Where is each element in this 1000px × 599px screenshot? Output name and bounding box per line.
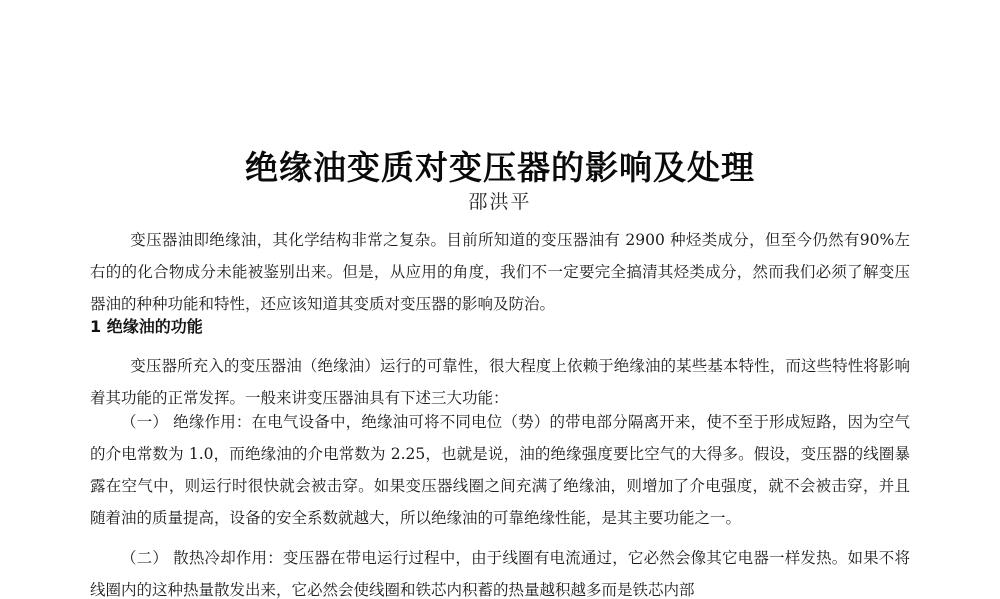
paragraph-intro: 变压器油即绝缘油，其化学结构非常之复杂。目前所知道的变压器油有 2900 种烃类成分，但至今仍然有90%左右的的化合物成分未能被鉴别出来。但是，从应用的角度，我们不一定要完全搞清其烃类成分，然而我们必须了解变压器油的种种功能和特性，还应该知道其变质对变压器的影响及防治。 [90, 231, 910, 313]
paragraph-cooling: （二） 散热冷却作用：变压器在带电运行过程中，由于线圈有电流通过，它必然会像其它电器一样发热。如果不将线圈内的这种热量散发出来，它必然会使线圈和铁芯内积蓄的热量越积越多而是铁芯内部 [90, 549, 910, 599]
article-title: 绝缘油变质对变压器的影响及处理 [245, 148, 755, 187]
section-heading: 1 绝缘油的功能 [90, 317, 203, 336]
paragraph-functions-intro: 变压器所充入的变压器油（绝缘油）运行的可靠性，很大程度上依赖于绝缘油的某些基本特性，而这些特性将影响着其功能的正常发挥。一般来讲变压器油具有下述三大功能： [90, 357, 910, 407]
article-author: 邵洪平 [468, 191, 532, 213]
paragraph-insulation: （一） 绝缘作用：在电气设备中，绝缘油可将不同电位（势）的带电部分隔离开来，使不至于形成短路，因为空气的介电常数为 1.0，而绝缘油的介电常数为 2.25，也就是说，油的绝缘强度要比空气的大得多。假设，变压器的线圈暴露在空气中，则运行时很快就会被击穿。如果变压器线圈之间充满了绝缘油，则增加了介电强度，就不会被击穿，并且随着油的质量提高，设备的安全系数就越大，所以绝缘油的可靠绝缘性能，是其主要功能之一。 [90, 413, 910, 527]
